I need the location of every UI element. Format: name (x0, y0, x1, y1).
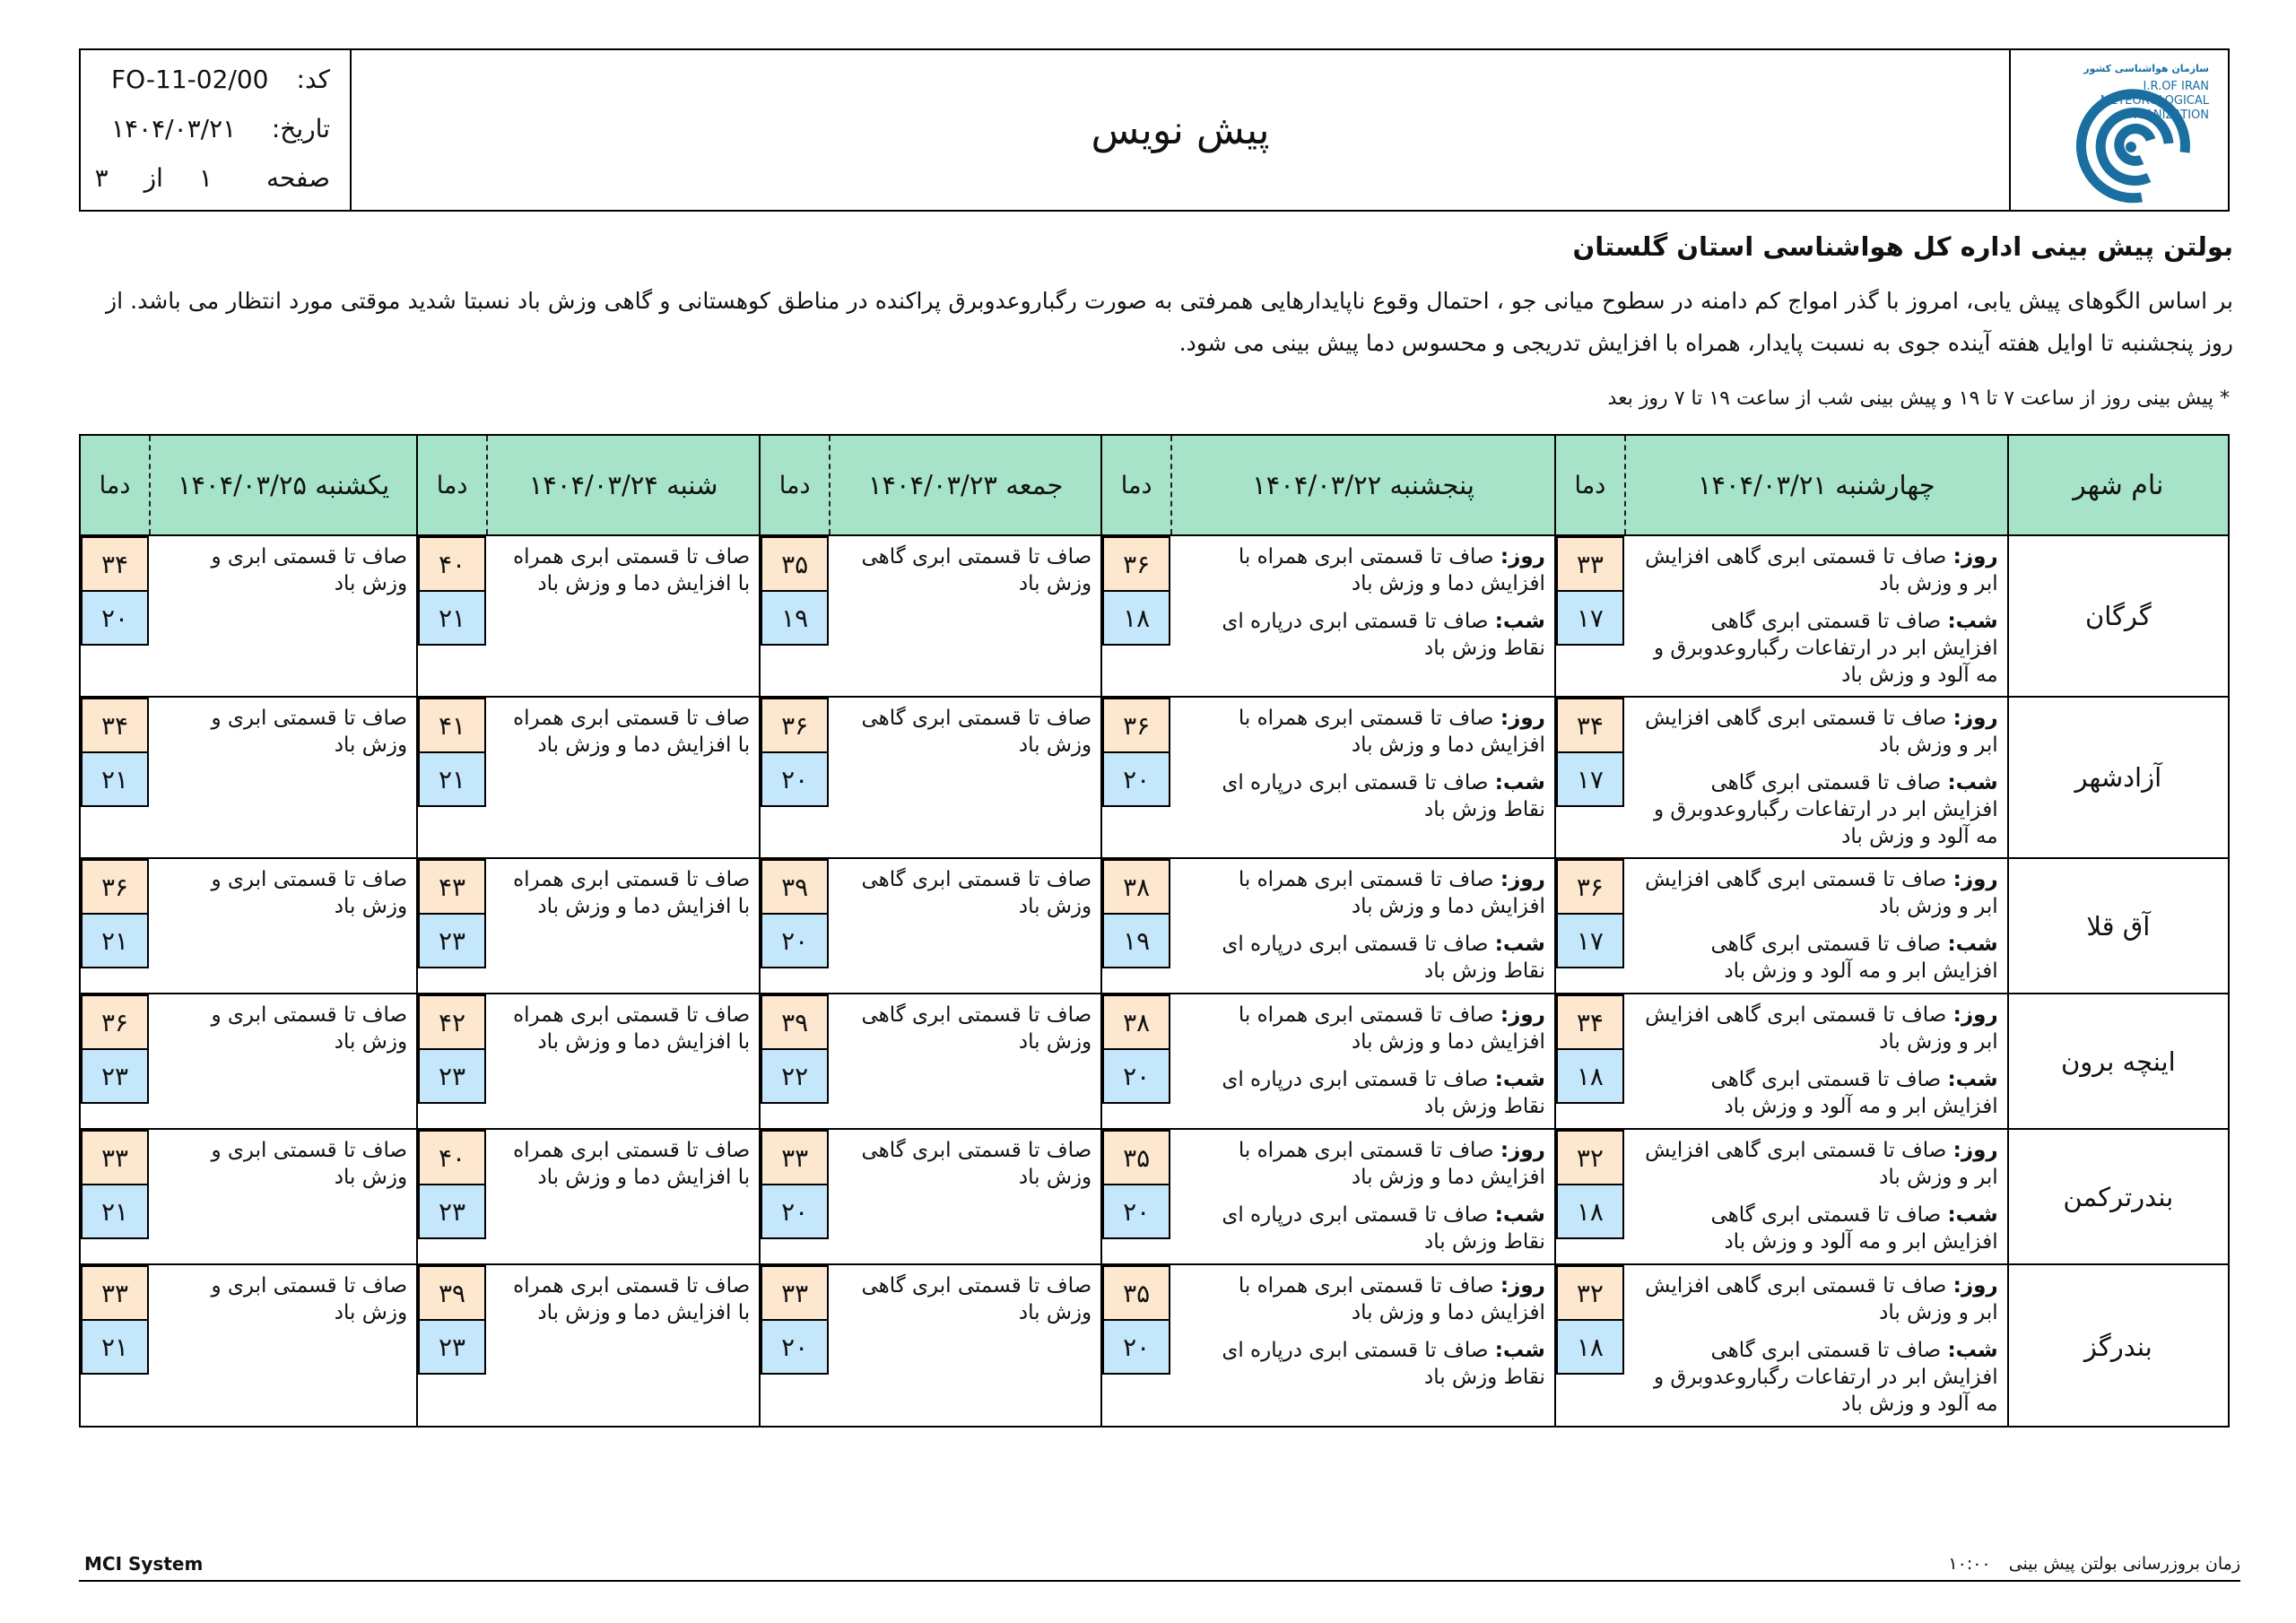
temperature-stack (81, 1130, 151, 1263)
page-of: از (144, 163, 163, 193)
table-row (81, 536, 2228, 698)
night-forecast (1642, 1202, 1998, 1255)
forecast-cell (418, 1265, 761, 1428)
temperature-stack (81, 698, 151, 857)
forecast-description (1172, 859, 1554, 993)
night-forecast (1188, 608, 1545, 662)
day-forecast-label: روز: (1500, 868, 1545, 891)
night-forecast-label: شب: (1494, 933, 1545, 956)
forecast-text: صاف تا قسمتی ابری گاهی وزش باد (861, 868, 1092, 918)
max-temp: ۳۵ (1102, 1265, 1170, 1321)
day-forecast-label: روز: (1500, 707, 1545, 730)
table-row (81, 1130, 2228, 1265)
temperature-stack (1556, 1265, 1626, 1428)
day-forecast (1642, 705, 1998, 759)
forecast-cell (418, 994, 761, 1128)
max-temp: ۳۸ (1102, 994, 1170, 1050)
forecast-text: صاف تا قسمتی ابری گاهی وزش باد (861, 707, 1092, 757)
forecast-text: صاف تا قسمتی ابری گاهی وزش باد (861, 1274, 1092, 1324)
max-temp: ۴۲ (418, 994, 486, 1050)
forecast-text: صاف تا قسمتی ابری و وزش باد (211, 707, 408, 757)
header-day-label: چهارشنبه ۱۴۰۴/۰۳/۲۱ (1697, 470, 1935, 500)
night-forecast-label: شب: (1494, 1203, 1545, 1227)
page-label: صفحه (265, 163, 330, 193)
forecast-cell (81, 1265, 418, 1428)
header-temp-label: دما (1102, 436, 1172, 534)
forecast-cell (1102, 1130, 1556, 1263)
day-forecast (1188, 1137, 1545, 1191)
min-temp: ۲۳ (418, 1184, 486, 1239)
header-day-label: شنبه ۱۴۰۴/۰۳/۲۴ (528, 470, 718, 500)
night-forecast-text: صاف تا قسمتی ابری درپاره ای نقاط وزش باد (1222, 1339, 1545, 1389)
update-label: زمان بروزرسانی بولتن پیش بینی (2008, 1554, 2240, 1574)
header-day-4 (1102, 436, 1556, 534)
footer-divider (79, 1580, 2240, 1582)
forecast-cell (81, 536, 418, 696)
forecast-cell (81, 859, 418, 993)
night-forecast-label: شب: (1947, 1339, 1998, 1362)
forecast-cell (418, 536, 761, 696)
max-temp: ۴۱ (418, 698, 486, 753)
day-forecast (1642, 1002, 1998, 1055)
min-temp: ۲۰ (1102, 1048, 1170, 1104)
header-temp-label: دما (418, 436, 488, 534)
night-forecast-label: شب: (1947, 1068, 1998, 1091)
forecast-cell (761, 698, 1102, 857)
day-forecast-text: صاف تا قسمتی ابری گاهی افزایش ابر و وزش باد (1645, 707, 1998, 757)
forecast-cell (418, 1130, 761, 1263)
day-forecast-label: روز: (1952, 1274, 1998, 1298)
forecast-cell (761, 1130, 1102, 1263)
min-temp: ۲۳ (418, 1319, 486, 1375)
forecast-description (488, 1265, 759, 1428)
temperature-stack (1102, 859, 1172, 993)
temperature-stack (761, 1265, 831, 1428)
forecast-description (151, 698, 416, 857)
temperature-stack (761, 698, 831, 857)
forecast-text: صاف تا قسمتی ابری و وزش باد (211, 545, 408, 595)
document-header (79, 48, 2230, 212)
page-number: ۱ (198, 163, 213, 193)
max-temp: ۳۹ (418, 1265, 486, 1321)
min-temp: ۱۸ (1556, 1184, 1624, 1239)
forecast-cell (418, 859, 761, 993)
max-temp: ۴۰ (418, 536, 486, 592)
forecast-description (1172, 1130, 1554, 1263)
forecast-cell (81, 994, 418, 1128)
day-forecast-text: صاف تا قسمتی ابری گاهی افزایش ابر و وزش باد (1645, 1274, 1998, 1324)
forecast-cell (1556, 994, 2009, 1128)
temperature-stack (81, 859, 151, 993)
forecast-description (831, 1130, 1100, 1263)
temperature-stack (1102, 994, 1172, 1128)
night-forecast (1188, 1337, 1545, 1391)
forecast-cell (1556, 698, 2009, 857)
forecast-description (831, 1265, 1100, 1428)
header-day-3 (761, 436, 1102, 534)
night-forecast-text: صاف تا قسمتی ابری گاهی افزایش ابر در ارتفاعات رگباروعدوبرق و مه آلود و وزش باد (1653, 771, 1998, 848)
code-label: کد: (296, 65, 330, 94)
day-forecast-text: صاف تا قسمتی ابری همراه با افزایش دما و وزش باد (1238, 545, 1545, 595)
min-temp: ۲۰ (761, 751, 829, 807)
bulletin-body: بر اساس الگوهای پیش یابی، امروز با گذر امواج کم دامنه در سطوح میانی جو ، احتمال وقوع ناپایدارهایی همرفتی به صورت رگباروعدوبرق پراکنده در مناطق کوهستانی و گاهی وزش باد نسبتا شدید موقتی مورد انتظار می باشد. از روز پنجشنبه تا اوایل هفته آینده جوی به نسبت پایدار، همراه با افزایش تدریجی و محسوس دما پیش بینی می شود. (106, 288, 2233, 356)
max-temp: ۳۲ (1556, 1130, 1624, 1185)
header-temp-label: دما (1556, 436, 1626, 534)
day-forecast (1188, 705, 1545, 759)
temperature-stack (81, 994, 151, 1128)
min-temp: ۲۰ (1102, 751, 1170, 807)
city-name: اینچه برون (2060, 1046, 2176, 1077)
min-temp: ۲۰ (81, 590, 149, 646)
forecast-cell (761, 859, 1102, 993)
day-forecast-text: صاف تا قسمتی ابری همراه با افزایش دما و وزش باد (1238, 1274, 1545, 1324)
forecast-description (1626, 698, 2007, 857)
logo-cell (2011, 50, 2228, 210)
city-name: آق قلا (2086, 910, 2151, 942)
bulletin-title: بولتن پیش بینی اداره کل هواشناسی استان گلستان (1572, 231, 2233, 262)
page-title: پیش نویس (1091, 107, 1270, 153)
max-temp: ۳۴ (1556, 994, 1624, 1050)
min-temp: ۱۷ (1556, 590, 1624, 646)
temperature-stack (81, 536, 151, 696)
night-forecast-text: صاف تا قسمتی ابری درپاره ای نقاط وزش باد (1222, 1203, 1545, 1254)
code-row (111, 65, 330, 94)
max-temp: ۳۸ (1102, 859, 1170, 915)
min-temp: ۲۰ (1102, 1184, 1170, 1239)
header-day-label: یکشنبه ۱۴۰۴/۰۳/۲۵ (177, 470, 390, 500)
temperature-stack (761, 1130, 831, 1263)
forecast-description (1626, 536, 2007, 696)
update-info (1948, 1554, 2240, 1574)
night-forecast (1642, 608, 1998, 689)
min-temp: ۱۷ (1556, 913, 1624, 968)
forecast-description (488, 536, 759, 696)
forecast-description (151, 1130, 416, 1263)
date-value: ۱۴۰۴/۰۳/۲۱ (111, 114, 237, 143)
night-forecast (1642, 769, 1998, 850)
temperature-stack (1556, 859, 1626, 993)
table-row (81, 994, 2228, 1130)
forecast-text: صاف تا قسمتی ابری و وزش باد (211, 868, 408, 918)
max-temp: ۳۴ (1556, 698, 1624, 753)
max-temp: ۳۳ (761, 1265, 829, 1321)
forecast-table (79, 434, 2230, 1428)
max-temp: ۳۶ (1102, 536, 1170, 592)
night-forecast-label: شب: (1947, 1203, 1998, 1227)
day-forecast-label: روز: (1952, 1139, 1998, 1162)
night-forecast-label: شب: (1494, 1339, 1545, 1362)
forecast-cell (1556, 1130, 2009, 1263)
min-temp: ۲۰ (761, 913, 829, 968)
system-name: MCI System (84, 1553, 204, 1575)
logo-line-4: ORGANIZATION (2118, 108, 2209, 122)
forecast-cell (1102, 1265, 1556, 1428)
day-forecast-text: صاف تا قسمتی ابری گاهی افزایش ابر و وزش باد (1645, 868, 1998, 918)
logo-line-2: I.R.OF IRAN (2143, 80, 2209, 93)
night-forecast-text: صاف تا قسمتی ابری گاهی افزایش ابر در ارتفاعات رگباروعدوبرق و مه آلود و وزش باد (1653, 1339, 1998, 1416)
forecast-cell (1102, 994, 1556, 1128)
day-forecast-text: صاف تا قسمتی ابری همراه با افزایش دما و وزش باد (1238, 868, 1545, 918)
night-forecast (1188, 931, 1545, 985)
night-forecast-text: صاف تا قسمتی ابری درپاره ای نقاط وزش باد (1222, 610, 1545, 660)
header-day-1 (81, 436, 418, 534)
forecast-description (488, 994, 759, 1128)
min-temp: ۲۳ (418, 1048, 486, 1104)
max-temp: ۴۳ (418, 859, 486, 915)
header-day-2 (418, 436, 761, 534)
temperature-stack (761, 994, 831, 1128)
forecast-cell (1102, 698, 1556, 857)
night-forecast-text: صاف تا قسمتی ابری درپاره ای نقاط وزش باد (1222, 771, 1545, 821)
min-temp: ۲۲ (761, 1048, 829, 1104)
temperature-stack (761, 859, 831, 993)
temperature-stack (418, 994, 488, 1128)
forecast-description (1172, 1265, 1554, 1428)
logo-line-1: سازمان هواشناسی کشور (2083, 63, 2209, 74)
day-forecast (1188, 543, 1545, 597)
table-header-row (81, 436, 2228, 536)
day-forecast-label: روز: (1500, 1139, 1545, 1162)
forecast-cell (761, 994, 1102, 1128)
night-forecast (1188, 1066, 1545, 1120)
forecast-description (831, 994, 1100, 1128)
max-temp: ۳۲ (1556, 1265, 1624, 1321)
day-forecast (1642, 866, 1998, 920)
temperature-stack (1556, 536, 1626, 696)
forecast-cell (81, 698, 418, 857)
table-row (81, 1265, 2228, 1428)
forecast-description (151, 1265, 416, 1428)
temperature-stack (418, 698, 488, 857)
forecast-description (1626, 994, 2007, 1128)
forecast-description (488, 859, 759, 993)
forecast-text: صاف تا قسمتی ابری گاهی وزش باد (861, 1003, 1092, 1054)
city-name: بندرترکمن (2063, 1181, 2174, 1212)
date-row (111, 114, 330, 143)
forecast-description (1626, 859, 2007, 993)
day-forecast-text: صاف تا قسمتی ابری همراه با افزایش دما و وزش باد (1238, 1003, 1545, 1054)
temperature-stack (1102, 698, 1172, 857)
temperature-stack (418, 1265, 488, 1428)
forecast-text: صاف تا قسمتی ابری و وزش باد (211, 1003, 408, 1054)
min-temp: ۲۱ (81, 1319, 149, 1375)
night-forecast-text: صاف تا قسمتی ابری درپاره ای نقاط وزش باد (1222, 933, 1545, 983)
forecast-description (1172, 994, 1554, 1128)
night-forecast-label: شب: (1947, 610, 1998, 633)
forecast-cell (81, 1130, 418, 1263)
forecast-cell (1102, 859, 1556, 993)
night-forecast-label: شب: (1494, 1068, 1545, 1091)
header-day-label: جمعه ۱۴۰۴/۰۳/۲۳ (867, 470, 1064, 500)
page-row (94, 163, 330, 193)
day-forecast-label: روز: (1500, 1003, 1545, 1027)
temperature-stack (1102, 1265, 1172, 1428)
forecast-footnote: * پیش بینی روز از ساعت ۷ تا ۱۹ و پیش بینی شب از ساعت ۱۹ تا ۷ روز بعد (1607, 387, 2230, 410)
temperature-stack (418, 859, 488, 993)
night-forecast (1642, 931, 1998, 985)
night-forecast-label: شب: (1947, 771, 1998, 794)
min-temp: ۲۱ (81, 751, 149, 807)
day-forecast (1642, 543, 1998, 597)
max-temp: ۳۶ (81, 994, 149, 1050)
day-forecast-label: روز: (1952, 707, 1998, 730)
forecast-text: صاف تا قسمتی ابری همراه با افزایش دما و وزش باد (513, 1274, 751, 1324)
night-forecast-label: شب: (1947, 933, 1998, 956)
day-forecast-text: صاف تا قسمتی ابری گاهی افزایش ابر و وزش باد (1645, 545, 1998, 595)
city-name: گرگان (2084, 601, 2152, 631)
logo-line-3: METEOROLOGICAL (2100, 94, 2209, 108)
header-temp-label: دما (761, 436, 831, 534)
min-temp: ۱۸ (1556, 1319, 1624, 1375)
min-temp: ۲۰ (761, 1184, 829, 1239)
night-forecast (1642, 1066, 1998, 1120)
min-temp: ۲۰ (761, 1319, 829, 1375)
header-day-5 (1556, 436, 2009, 534)
forecast-text: صاف تا قسمتی ابری گاهی وزش باد (861, 545, 1092, 595)
min-temp: ۲۳ (81, 1048, 149, 1104)
day-forecast-label: روز: (1952, 545, 1998, 568)
forecast-text: صاف تا قسمتی ابری و وزش باد (211, 1274, 408, 1324)
temperature-stack (81, 1265, 151, 1428)
forecast-description (488, 698, 759, 857)
max-temp: ۴۰ (418, 1130, 486, 1185)
min-temp: ۱۸ (1102, 590, 1170, 646)
table-row (81, 698, 2228, 859)
day-forecast-label: روز: (1500, 545, 1545, 568)
max-temp: ۳۳ (81, 1265, 149, 1321)
night-forecast-label: شب: (1494, 610, 1545, 633)
day-forecast-text: صاف تا قسمتی ابری گاهی افزایش ابر و وزش باد (1645, 1003, 1998, 1054)
temperature-stack (1102, 536, 1172, 696)
forecast-text: صاف تا قسمتی ابری همراه با افزایش دما و وزش باد (513, 868, 751, 918)
day-forecast (1642, 1272, 1998, 1326)
forecast-text: صاف تا قسمتی ابری همراه با افزایش دما و وزش باد (513, 707, 751, 757)
night-forecast-text: صاف تا قسمتی ابری گاهی افزایش ابر در ارتفاعات رگباروعدوبرق و مه آلود و وزش باد (1653, 610, 1998, 687)
max-temp: ۳۳ (1556, 536, 1624, 592)
min-temp: ۲۱ (418, 590, 486, 646)
forecast-description (488, 1130, 759, 1263)
header-city-label: نام شهر (2073, 469, 2164, 501)
day-forecast (1188, 1272, 1545, 1326)
max-temp: ۳۳ (81, 1130, 149, 1185)
temperature-stack (1102, 1130, 1172, 1263)
temperature-stack (1556, 698, 1626, 857)
night-forecast-text: صاف تا قسمتی ابری درپاره ای نقاط وزش باد (1222, 1068, 1545, 1118)
forecast-cell (761, 536, 1102, 696)
max-temp: ۳۵ (761, 536, 829, 592)
night-forecast-text: صاف تا قسمتی ابری گاهی افزایش ابر و مه آلود و وزش باد (1710, 933, 1998, 983)
night-forecast-text: صاف تا قسمتی ابری گاهی افزایش ابر و مه آلود و وزش باد (1710, 1203, 1998, 1254)
day-forecast-label: روز: (1952, 1003, 1998, 1027)
forecast-text: صاف تا قسمتی ابری همراه با افزایش دما و وزش باد (513, 1139, 751, 1189)
forecast-cell (418, 698, 761, 857)
night-forecast (1188, 1202, 1545, 1255)
max-temp: ۳۴ (81, 536, 149, 592)
day-forecast-text: صاف تا قسمتی ابری همراه با افزایش دما و وزش باد (1238, 707, 1545, 757)
max-temp: ۳۶ (761, 698, 829, 753)
page-total: ۳ (94, 163, 109, 193)
forecast-description (1626, 1130, 2007, 1263)
night-forecast (1188, 769, 1545, 823)
day-forecast (1188, 866, 1545, 920)
min-temp: ۲۰ (1102, 1319, 1170, 1375)
forecast-description (1626, 1265, 2007, 1428)
forecast-cell (1556, 536, 2009, 696)
temperature-stack (761, 536, 831, 696)
temperature-stack (1556, 994, 1626, 1128)
max-temp: ۳۹ (761, 859, 829, 915)
day-forecast (1642, 1137, 1998, 1191)
date-label: تاریخ: (271, 114, 330, 143)
max-temp: ۳۶ (1556, 859, 1624, 915)
forecast-text: صاف تا قسمتی ابری و وزش باد (211, 1139, 408, 1189)
title-cell (352, 50, 2011, 210)
max-temp: ۳۶ (81, 859, 149, 915)
max-temp: ۳۳ (761, 1130, 829, 1185)
table-row (81, 859, 2228, 994)
night-forecast-text: صاف تا قسمتی ابری گاهی افزایش ابر و مه آلود و وزش باد (1710, 1068, 1998, 1118)
header-day-label: پنجشنبه ۱۴۰۴/۰۳/۲۲ (1252, 470, 1474, 500)
forecast-description (151, 536, 416, 696)
forecast-description (831, 859, 1100, 993)
min-temp: ۱۹ (1102, 913, 1170, 968)
min-temp: ۱۷ (1556, 751, 1624, 807)
forecast-description (151, 994, 416, 1128)
min-temp: ۲۱ (81, 1184, 149, 1239)
min-temp: ۱۹ (761, 590, 829, 646)
night-forecast-label: شب: (1494, 771, 1545, 794)
forecast-text: صاف تا قسمتی ابری همراه با افزایش دما و وزش باد (513, 545, 751, 595)
document-meta (81, 50, 352, 210)
forecast-description (1172, 698, 1554, 857)
city-name: بندرگز (2083, 1331, 2152, 1362)
max-temp: ۳۹ (761, 994, 829, 1050)
day-forecast-label: روز: (1952, 868, 1998, 891)
min-temp: ۲۱ (418, 751, 486, 807)
code-value: FO-11-02/00 (111, 65, 269, 94)
max-temp: ۳۶ (1102, 698, 1170, 753)
forecast-cell (1556, 859, 2009, 993)
day-forecast-label: روز: (1500, 1274, 1545, 1298)
header-temp-label: دما (81, 436, 151, 534)
update-time: ۱۰:۰۰ (1948, 1554, 1991, 1574)
min-temp: ۲۳ (418, 913, 486, 968)
forecast-description (151, 859, 416, 993)
temperature-stack (1556, 1130, 1626, 1263)
forecast-description (1172, 536, 1554, 696)
temperature-stack (418, 536, 488, 696)
night-forecast (1642, 1337, 1998, 1418)
max-temp: ۳۴ (81, 698, 149, 753)
meteorological-organization-logo (2025, 54, 2213, 206)
day-forecast (1188, 1002, 1545, 1055)
day-forecast-text: صاف تا قسمتی ابری همراه با افزایش دما و وزش باد (1238, 1139, 1545, 1189)
forecast-cell (1102, 536, 1556, 696)
city-name: آزادشهر (2074, 762, 2162, 793)
min-temp: ۲۱ (81, 913, 149, 968)
forecast-cell (1556, 1265, 2009, 1428)
min-temp: ۱۸ (1556, 1048, 1624, 1104)
max-temp: ۳۵ (1102, 1130, 1170, 1185)
forecast-description (831, 698, 1100, 857)
forecast-text: صاف تا قسمتی ابری گاهی وزش باد (861, 1139, 1092, 1189)
forecast-text: صاف تا قسمتی ابری همراه با افزایش دما و وزش باد (513, 1003, 751, 1054)
forecast-description (831, 536, 1100, 696)
day-forecast-text: صاف تا قسمتی ابری گاهی افزایش ابر و وزش باد (1645, 1139, 1998, 1189)
temperature-stack (418, 1130, 488, 1263)
forecast-cell (761, 1265, 1102, 1428)
